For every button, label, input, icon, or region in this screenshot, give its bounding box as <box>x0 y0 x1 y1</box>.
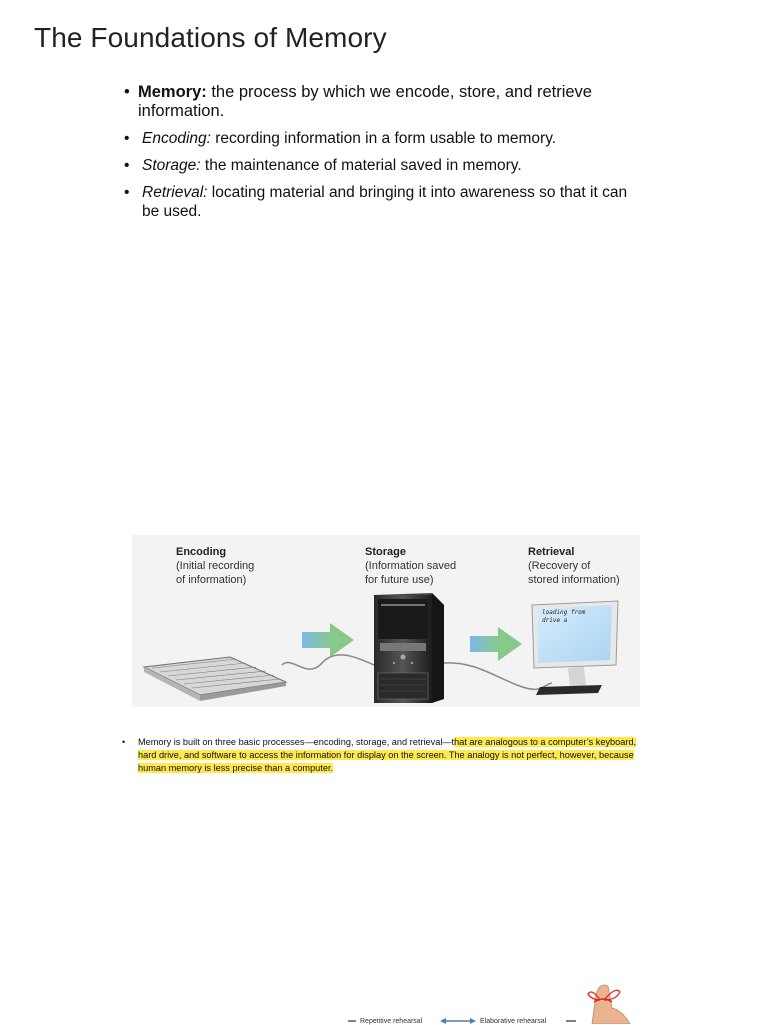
definition-list <box>122 83 642 229</box>
def-encoding: recording information in a form usable to memory. <box>210 130 557 147</box>
note-highlighted: hat are analogous to a computer’s keyboard, hard drive, and software to access the information for display on the screen. The analogy is not perfect, however, because human memory is less precise than a computer. <box>138 737 637 773</box>
arrow-encoding-to-storage <box>302 623 354 657</box>
slide-title: The Foundations of Memory <box>34 22 387 53</box>
computer-tower-icon <box>374 593 444 703</box>
storage-desc-2: for future use) <box>365 574 434 586</box>
rehearsal-diagram-fragment <box>330 968 650 1024</box>
term-storage: Storage: <box>142 157 201 174</box>
def-memory: the process by which we encode, store, and retrieve information. <box>138 83 592 120</box>
encoding-desc-1: (Initial recording <box>176 560 255 572</box>
def-retrieval: locating material and bringing it into awareness so that it can be used. <box>142 184 628 220</box>
storage-desc-1: (Information saved <box>365 560 457 572</box>
note-bullet: • <box>122 737 126 747</box>
term-memory: Memory: <box>138 83 207 101</box>
encoding-desc-2: of information) <box>176 574 247 586</box>
rehearsal-arrows <box>330 968 650 1024</box>
retrieval-desc-1: (Recovery of <box>528 560 591 572</box>
keyboard-icon <box>144 657 286 701</box>
bullet-storage <box>122 156 642 175</box>
monitor-screen-text <box>542 609 585 625</box>
computer-analogy-figure <box>132 535 640 707</box>
encoding-heading: Encoding <box>176 546 227 558</box>
note-plain: Memory is built on three basic processes—encoding, storage, and retrieval—t <box>138 737 455 747</box>
term-retrieval: Retrieval: <box>142 184 208 201</box>
retrieval-desc-2: stored information) <box>528 574 620 586</box>
bullet-memory <box>122 83 642 121</box>
keyboard-cable <box>282 655 374 669</box>
term-encoding: Encoding: <box>142 130 211 147</box>
elaborative-rehearsal-label: Elaborative rehearsal <box>480 1018 547 1025</box>
bullet-encoding <box>122 129 642 148</box>
retrieval-heading: Retrieval <box>528 546 575 558</box>
arrow-storage-to-retrieval <box>470 627 522 661</box>
bullet-retrieval <box>122 183 642 221</box>
screen-text-line-2: drive a <box>542 617 568 624</box>
finger-with-string-icon <box>588 985 630 1024</box>
def-storage: the maintenance of material saved in memory. <box>200 157 522 174</box>
note-text <box>122 736 650 775</box>
screen-text-line-1: loading from <box>542 609 586 616</box>
analogy-note <box>122 736 650 775</box>
storage-heading: Storage <box>365 546 406 558</box>
repetitive-rehearsal-label: Repetitive rehearsal <box>360 1018 423 1025</box>
